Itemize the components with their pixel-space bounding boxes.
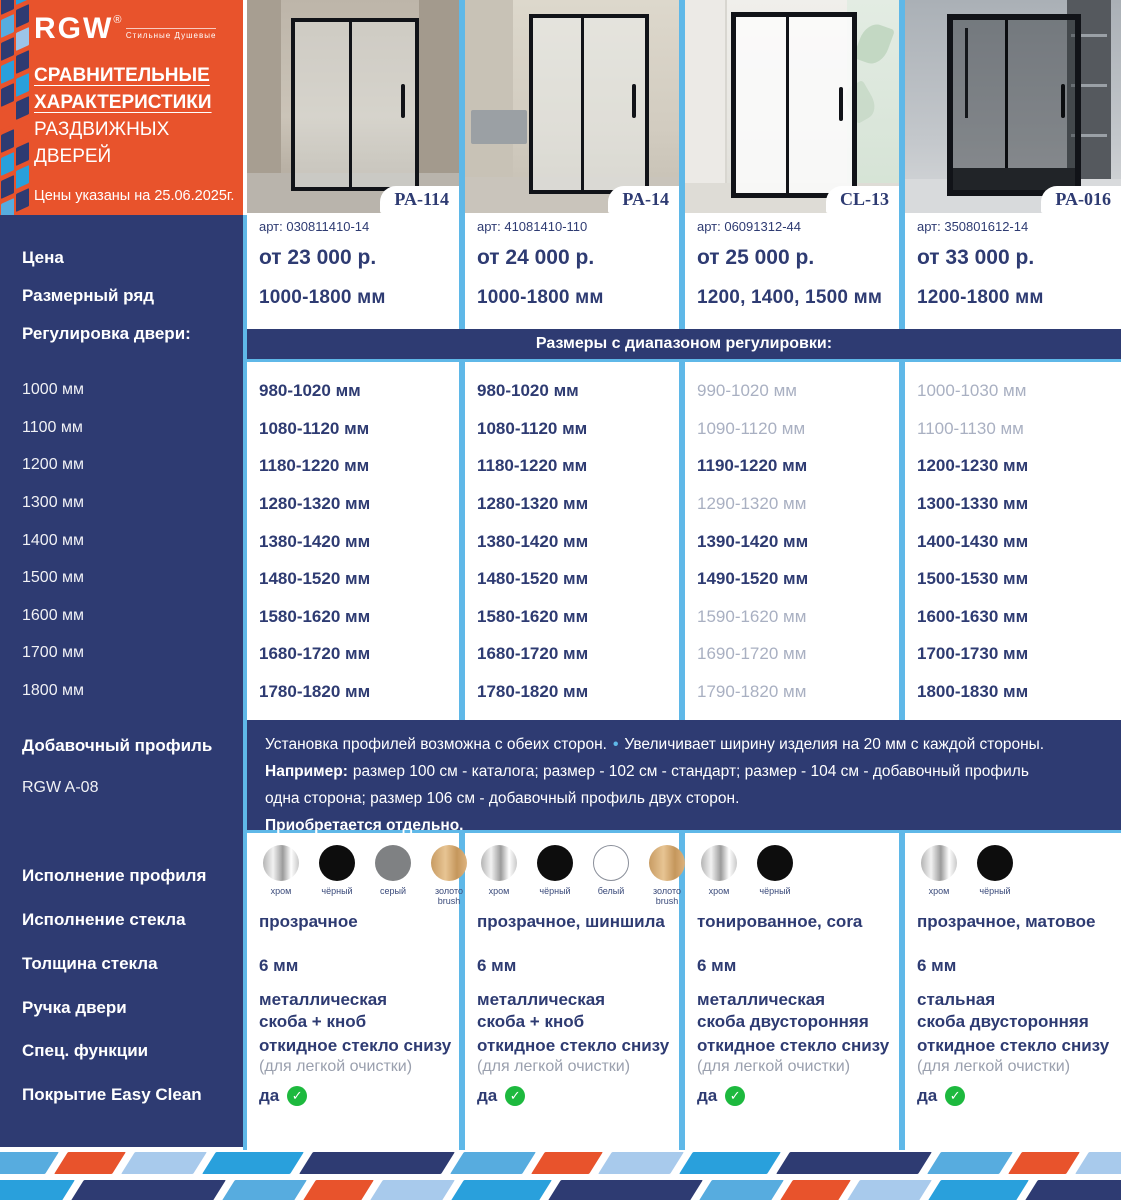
profile-color-swatches: хром чёрный белый золото brush (477, 845, 689, 906)
black-swatch-icon (537, 845, 573, 881)
profile-color-swatches: хром чёрный серый золото brush (259, 845, 471, 906)
gold-swatch-icon (431, 845, 467, 881)
registered-mark: ® (113, 14, 122, 26)
product-photo (465, 0, 679, 213)
size-range-value: 1000-1800 мм (477, 287, 604, 308)
size-cell: 1390-1420 мм (697, 532, 809, 551)
product-column-cl13 (685, 0, 899, 1147)
product-photo (247, 0, 459, 213)
decorative-chain-stripes (0, 0, 30, 224)
black-swatch-icon (977, 845, 1013, 881)
glass-finish-value: тонированное, cora (697, 912, 863, 931)
decorative-stripes-row (0, 1152, 1121, 1174)
check-icon: ✓ (945, 1086, 965, 1106)
size-range-value: 1000-1800 мм (259, 287, 386, 308)
header-block (0, 0, 243, 215)
size-range-value: 1200, 1400, 1500 мм (697, 287, 883, 308)
label-door-adjust: Регулировка двери: (22, 324, 191, 343)
handle-value: металлическая скоба + кноб (259, 990, 388, 1031)
special-function-value: откидное стекло снизу (для легкой очистки) (259, 1036, 452, 1075)
label-size-1600: 1600 мм (22, 607, 85, 624)
label-size-1100: 1100 мм (22, 419, 83, 436)
model-badge: PA-016 (1041, 186, 1121, 213)
easy-clean-value: да ✓ (917, 1086, 1115, 1106)
size-cell: 1400-1430 мм (917, 532, 1029, 551)
profile-color-swatches: хром чёрный (697, 845, 797, 896)
size-cell: 1200-1230 мм (917, 456, 1029, 475)
size-cell: 1780-1820 мм (477, 682, 589, 701)
thickness-value: 6 мм (697, 956, 737, 975)
price-date-note: Цены указаны на 25.06.2025г. (34, 188, 235, 204)
extra-profile-info-block: Установка профилей возможна с обеих сторон. • Увеличивает ширину изделия на 20 мм с каждой стороны. Например: размер 100 см - каталога; размер - 102 см - стандарт; размер - 104 см - добавочный профиль одна сторона; размер 106 см - добавочный профиль двух сторон. Приобретается отдельно. (247, 720, 1121, 833)
label-special: Спец. функции (22, 1041, 149, 1060)
easy-clean-value: да ✓ (477, 1086, 673, 1106)
easy-clean-value: да ✓ (259, 1086, 453, 1106)
size-cell: 1190-1220 мм (697, 456, 808, 475)
decorative-stripes-row (0, 1180, 1121, 1200)
size-cell: 1100-1130 мм (917, 419, 1024, 438)
article-number: арт: 06091312-44 (697, 219, 801, 234)
size-cell: 1380-1420 мм (477, 532, 589, 551)
size-cell: 1000-1030 мм (917, 381, 1027, 400)
easy-clean-value: да ✓ (697, 1086, 893, 1106)
check-icon: ✓ (725, 1086, 745, 1106)
size-cell: 1790-1820 мм (697, 682, 807, 701)
handle-value: металлическая скоба двусторонняя (697, 990, 869, 1031)
model-badge: PA-14 (608, 186, 679, 213)
white-swatch-icon (593, 845, 629, 881)
glass-finish-value: прозрачное, шиншила (477, 912, 665, 931)
size-range-value: 1200-1800 мм (917, 287, 1044, 308)
special-function-value: откидное стекло снизу (для легкой очистки) (917, 1036, 1110, 1075)
chrome-swatch-icon (263, 845, 299, 881)
gold-swatch-icon (649, 845, 685, 881)
size-cell: 980-1020 мм (477, 381, 579, 400)
size-cell: 1590-1620 мм (697, 607, 807, 626)
handle-value: металлическая скоба + кноб (477, 990, 606, 1031)
special-function-value: откидное стекло снизу (для легкой очистки) (477, 1036, 670, 1075)
special-function-value: откидное стекло снизу (для легкой очистки) (697, 1036, 890, 1075)
label-size-1800: 1800 мм (22, 682, 85, 699)
adjustment-range-banner: Размеры с диапазоном регулировки: (247, 329, 1121, 362)
black-swatch-icon (319, 845, 355, 881)
product-column-pa14 (465, 0, 682, 1147)
size-cell: 980-1020 мм (259, 381, 361, 400)
size-cell: 1600-1630 мм (917, 607, 1029, 626)
size-cell: 1180-1220 мм (477, 456, 588, 475)
size-cell: 1490-1520 мм (697, 569, 809, 588)
black-swatch-icon (757, 845, 793, 881)
glass-finish-value: прозрачное (259, 912, 358, 931)
size-cell: 1090-1120 мм (697, 419, 806, 438)
product-photo (905, 0, 1121, 213)
size-cell: 1480-1520 мм (477, 569, 589, 588)
handle-value: стальная скоба двусторонняя (917, 990, 1089, 1031)
label-size-1300: 1300 мм (22, 494, 85, 511)
size-cell: 1280-1320 мм (259, 494, 371, 513)
size-cell: 1180-1220 мм (259, 456, 370, 475)
size-cell: 1080-1120 мм (259, 419, 370, 438)
price-value: от 25 000 р. (697, 246, 815, 269)
size-cell: 1780-1820 мм (259, 682, 371, 701)
size-cell: 1800-1830 мм (917, 682, 1029, 701)
size-cell: 1480-1520 мм (259, 569, 371, 588)
product-column-pa114 (247, 0, 464, 1147)
price-value: от 33 000 р. (917, 246, 1035, 269)
brand-logo (34, 14, 216, 44)
size-cell: 1680-1720 мм (477, 644, 589, 663)
label-handle: Ручка двери (22, 998, 127, 1017)
label-price: Цена (22, 248, 64, 267)
label-extra-profile: Добавочный профиль (22, 736, 213, 755)
size-cell: 1300-1330 мм (917, 494, 1029, 513)
label-profile-finish: Исполнение профиля (22, 866, 207, 885)
chrome-swatch-icon (481, 845, 517, 881)
size-cell: 1580-1620 мм (259, 607, 371, 626)
label-size-1400: 1400 мм (22, 532, 85, 549)
size-cell: 1380-1420 мм (259, 532, 371, 551)
label-size-1000: 1000 мм (22, 381, 85, 398)
page-title: СРАВНИТЕЛЬНЫЕ ХАРАКТЕРИСТИКИ РАЗДВИЖНЫХ ДВЕРЕЙ (34, 65, 212, 167)
label-glass-finish: Исполнение стекла (22, 910, 186, 929)
chrome-swatch-icon (701, 845, 737, 881)
label-thickness: Толщина стекла (22, 954, 158, 973)
size-cell: 990-1020 мм (697, 381, 797, 400)
price-value: от 23 000 р. (259, 246, 377, 269)
size-cell: 1700-1730 мм (917, 644, 1029, 663)
article-number: арт: 41081410-110 (477, 219, 588, 234)
size-cell: 1580-1620 мм (477, 607, 589, 626)
thickness-value: 6 мм (917, 956, 957, 975)
size-cell: 1680-1720 мм (259, 644, 371, 663)
label-size-1700: 1700 мм (22, 644, 85, 661)
model-badge: PA-114 (380, 186, 459, 213)
check-icon: ✓ (287, 1086, 307, 1106)
model-badge: CL-13 (826, 186, 899, 213)
label-easy-clean: Покрытие Easy Clean (22, 1085, 202, 1104)
article-number: арт: 030811410-14 (259, 219, 370, 234)
label-size-1200: 1200 мм (22, 456, 85, 473)
size-cell: 1280-1320 мм (477, 494, 589, 513)
size-cell: 1290-1320 мм (697, 494, 807, 513)
label-size-1500: 1500 мм (22, 569, 85, 586)
logo-text: RGW (34, 12, 114, 45)
glass-finish-value: прозрачное, матовое (917, 912, 1096, 931)
article-number: арт: 350801612-14 (917, 219, 1029, 234)
size-cell: 1690-1720 мм (697, 644, 807, 663)
product-photo (685, 0, 899, 213)
size-cell: 1500-1530 мм (917, 569, 1029, 588)
size-cell: 1080-1120 мм (477, 419, 588, 438)
bullet-icon: • (612, 736, 619, 753)
chrome-swatch-icon (921, 845, 957, 881)
value-extra-profile: RGW A-08 (22, 779, 99, 796)
label-size-row: Размерный ряд (22, 286, 155, 305)
product-column-pa016 (905, 0, 1121, 1147)
thickness-value: 6 мм (477, 956, 517, 975)
price-value: от 24 000 р. (477, 246, 595, 269)
brand-tagline: Стильные Душевые (126, 28, 217, 40)
profile-color-swatches: хром чёрный (917, 845, 1017, 896)
gray-swatch-icon (375, 845, 411, 881)
thickness-value: 6 мм (259, 956, 299, 975)
check-icon: ✓ (505, 1086, 525, 1106)
